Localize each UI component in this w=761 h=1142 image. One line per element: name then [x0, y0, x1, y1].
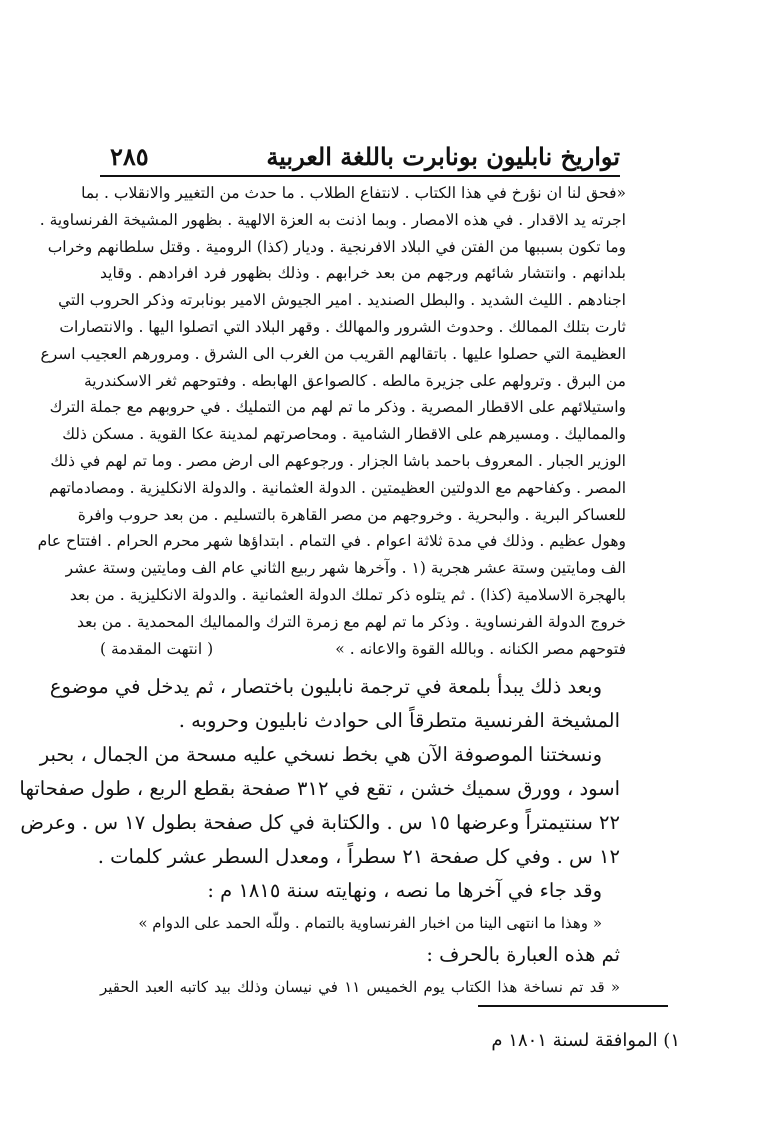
- quote-line: للعساكر البرية . والبحرية . وخروجهم من مصر القاهرة بالتسليم . من بعد حروب وافرة: [77, 505, 626, 524]
- quote-line: وهول عظيم . وذلك في مدة ثلاثة اعوام . في التمام . ابتداؤها شهر محرم الحرام . افتتاح عام: [37, 532, 626, 551]
- quote-line: اجنادهم . الليث الشديد . والبطل الصنديد . امير الجيوش الامير بونابرته وذكر الحروب التي: [58, 291, 626, 310]
- body-line: ١٢ س . وفي كل صفحة ٢١ سطراً ، ومعدل السطر عشر كلمات .: [97, 845, 620, 868]
- body-line: ثم هذه العبارة بالحرف :: [426, 943, 620, 966]
- preface-quotation: [37, 180, 626, 662]
- quoted-line: « وهذا ما انتهى الينا من اخبار الفرنساوية بالتمام . وللّه الحمد على الدوام »: [138, 914, 602, 932]
- running-header: [100, 138, 620, 178]
- quote-line: اجرته يد الاقدار . في هذه الامصار . وبما اذنت به العزة الالهية . بظهور المشيخة الفرنساوية .: [39, 210, 626, 229]
- quote-last-line: [100, 636, 626, 663]
- page-title: تواريخ نابليون بونابرت باللغة العربية: [266, 142, 620, 171]
- header-divider: [100, 175, 620, 177]
- body-line: ونسختنا الموصوفة الآن هي بخط نسخي عليه مسحة من الجمال ، بحبر: [39, 743, 602, 766]
- body-line: اسود ، وورق سميك خشن ، تقع في ٣١٢ صفحة بقطع الربع ، طول صفحاتها: [19, 777, 620, 800]
- body-text: [19, 670, 621, 1002]
- footnote-divider: [478, 1005, 668, 1007]
- quote-line: العظيمة التي حصلوا عليها . باتقالهم القريب من الغرب الى الشرق . ومرورهم العجيب اسرع: [40, 344, 626, 363]
- quote-line: «فحق لنا ان نؤرخ في هذا الكتاب . لانتفاع الطلاب . ما حدث من التغيير والانقلاب . بما: [81, 184, 626, 202]
- body-line: وبعد ذلك يبدأ بلمعة في ترجمة نابليون باختصار ، ثم يدخل في موضوع: [49, 675, 602, 698]
- preface-end-note: ( انتهت المقدمة ): [100, 639, 214, 658]
- quote-line: الوزير الجبار . المعروف باحمد باشا الجزار . ورجوعهم الى ارض مصر . وما تم لهم في ذلك: [50, 451, 626, 470]
- quote-line: الف ومايتين وستة عشر هجرية (١ . وآخرها شهر ربيع الثاني عام الف ومايتين وستة عشر: [65, 559, 626, 578]
- quote-line: ثارت بتلك الممالك . وحدوث الشرور والمهالك . وقهر البلاد التي اتصلوا اليها . والانتصارات: [59, 317, 626, 336]
- body-line: المشيخة الفرنسية متطرقاً الى حوادث نابليون وحروبه .: [178, 709, 620, 732]
- quote-closing-text: فتوحهم مصر الكنانه . وبالله القوة والاعانه . »: [335, 639, 626, 658]
- quote-line: المصر . وكفاحهم مع الدولتين العظيمتين . الدولة العثمانية . والدولة الانكليزية . ومصادماتهم: [49, 478, 626, 497]
- footnote: ١) الموافقة لسنة ١٨٠١ م: [491, 1030, 680, 1051]
- quote-line: بالهجرة الاسلامية (كذا) . ثم يتلوه ذكر تملك الدولة العثمانية . والدولة الانكليزية . من بعد: [69, 585, 626, 604]
- quote-line: والمماليك . ومسيرهم على الاقطار الشامية . ومحاصرتهم لمدينة عكا القوية . مسكن ذلك: [62, 425, 626, 444]
- body-line: ٢٢ سنتيمتراً وعرضها ١٥ س . والكتابة في كل صفحة بطول ١٧ س . وعرض: [20, 811, 620, 834]
- quote-line: واستيلائهم على الاقطار المصرية . وذكر ما تم لهم من التمليك . في حروبهم مع جملة الترك: [49, 398, 626, 417]
- quote-line: وما تكون بسببها من الفتن في البلاد الافرنجية . وديار (كذا) الرومية . وقتل سلطانهم وخراب: [47, 237, 626, 256]
- quote-line: بلدانهم . وانتشار شائهم ورجهم من بعد خرابهم . وذلك بظهور فرد افرادهم . وقايد: [100, 264, 626, 283]
- page-number: ٢٨٥: [110, 142, 149, 171]
- quote-line: من البرق . وترولهم على جزيرة مالطه . كالصواعق الهابطه . وفتوحهم ثغر الاسكندرية: [83, 371, 626, 390]
- quote-line: خروج الدولة الفرنساوية . وذكر ما تم لهم مع زمرة الترك والمماليك المحمدية . من بعد: [76, 612, 626, 631]
- quoted-line: « قد تم نساخة هذا الكتاب يوم الخميس ١١ في نيسان وذلك بيد كاتبه العبد الحقير: [100, 978, 621, 996]
- body-line: وقد جاء في آخرها ما نصه ، ونهايته سنة ١٨١٥ م :: [207, 879, 602, 902]
